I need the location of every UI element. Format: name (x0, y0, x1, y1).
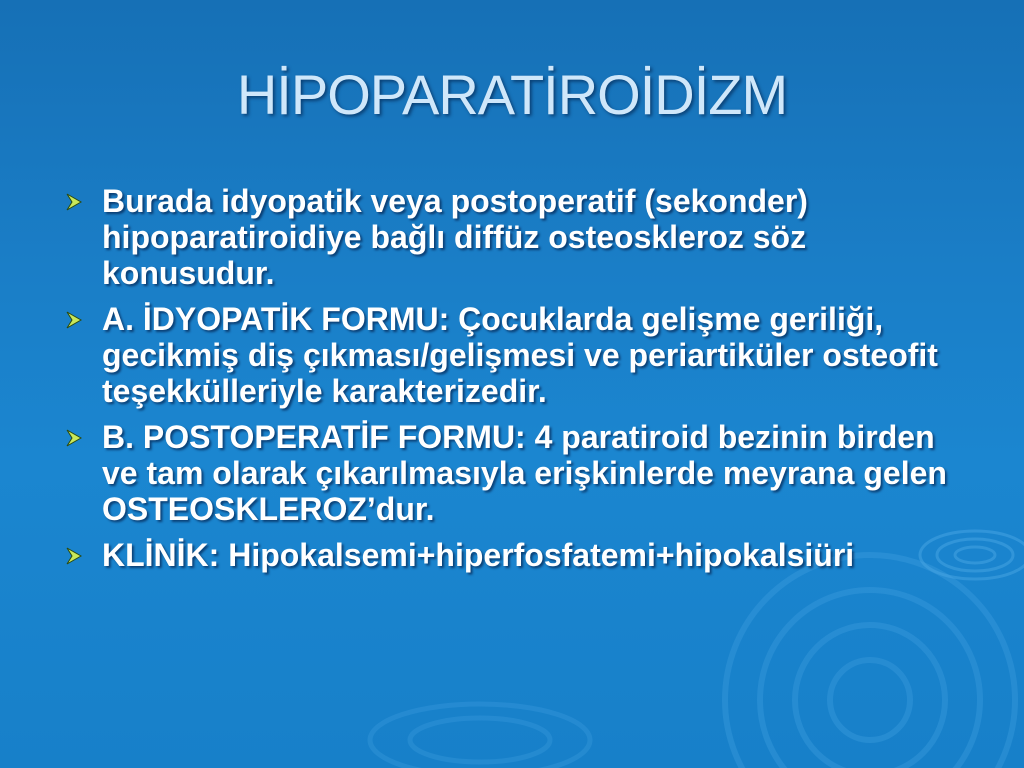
bullet-item (62, 183, 962, 291)
bullet-item (62, 301, 962, 409)
chevron-right-arrow-icon (64, 192, 84, 212)
bullet-item (62, 419, 962, 527)
slide-title: HİPOPARATİROİDİZM (236, 63, 788, 126)
chevron-right-arrow-icon (64, 428, 84, 448)
bullet-text: KLİNİK: Hipokalsemi+hiperfosfatemi+hipokalsiüri (102, 537, 855, 573)
bullet-text: Burada idyopatik veya postoperatif (sekonder) hipoparatiroidiye bağlı diffüz osteoskleroz söz konusudur. (102, 183, 808, 291)
chevron-right-arrow-icon (64, 546, 84, 566)
bullet-text: A. İDYOPATİK FORMU: Çocuklarda gelişme geriliği, gecikmiş diş çıkması/gelişmesi ve periartiküler osteofit teşekkülleriyle karakterizedir. (102, 301, 938, 409)
bullet-item (62, 537, 962, 573)
chevron-right-arrow-icon (64, 310, 84, 330)
bullet-text: B. POSTOPERATİF FORMU: 4 paratiroid bezinin birden ve tam olarak çıkarılmasıyla erişkinlerde meyrana gelen OSTEOSKLEROZ’dur. (102, 419, 947, 527)
bullet-list (62, 183, 962, 583)
